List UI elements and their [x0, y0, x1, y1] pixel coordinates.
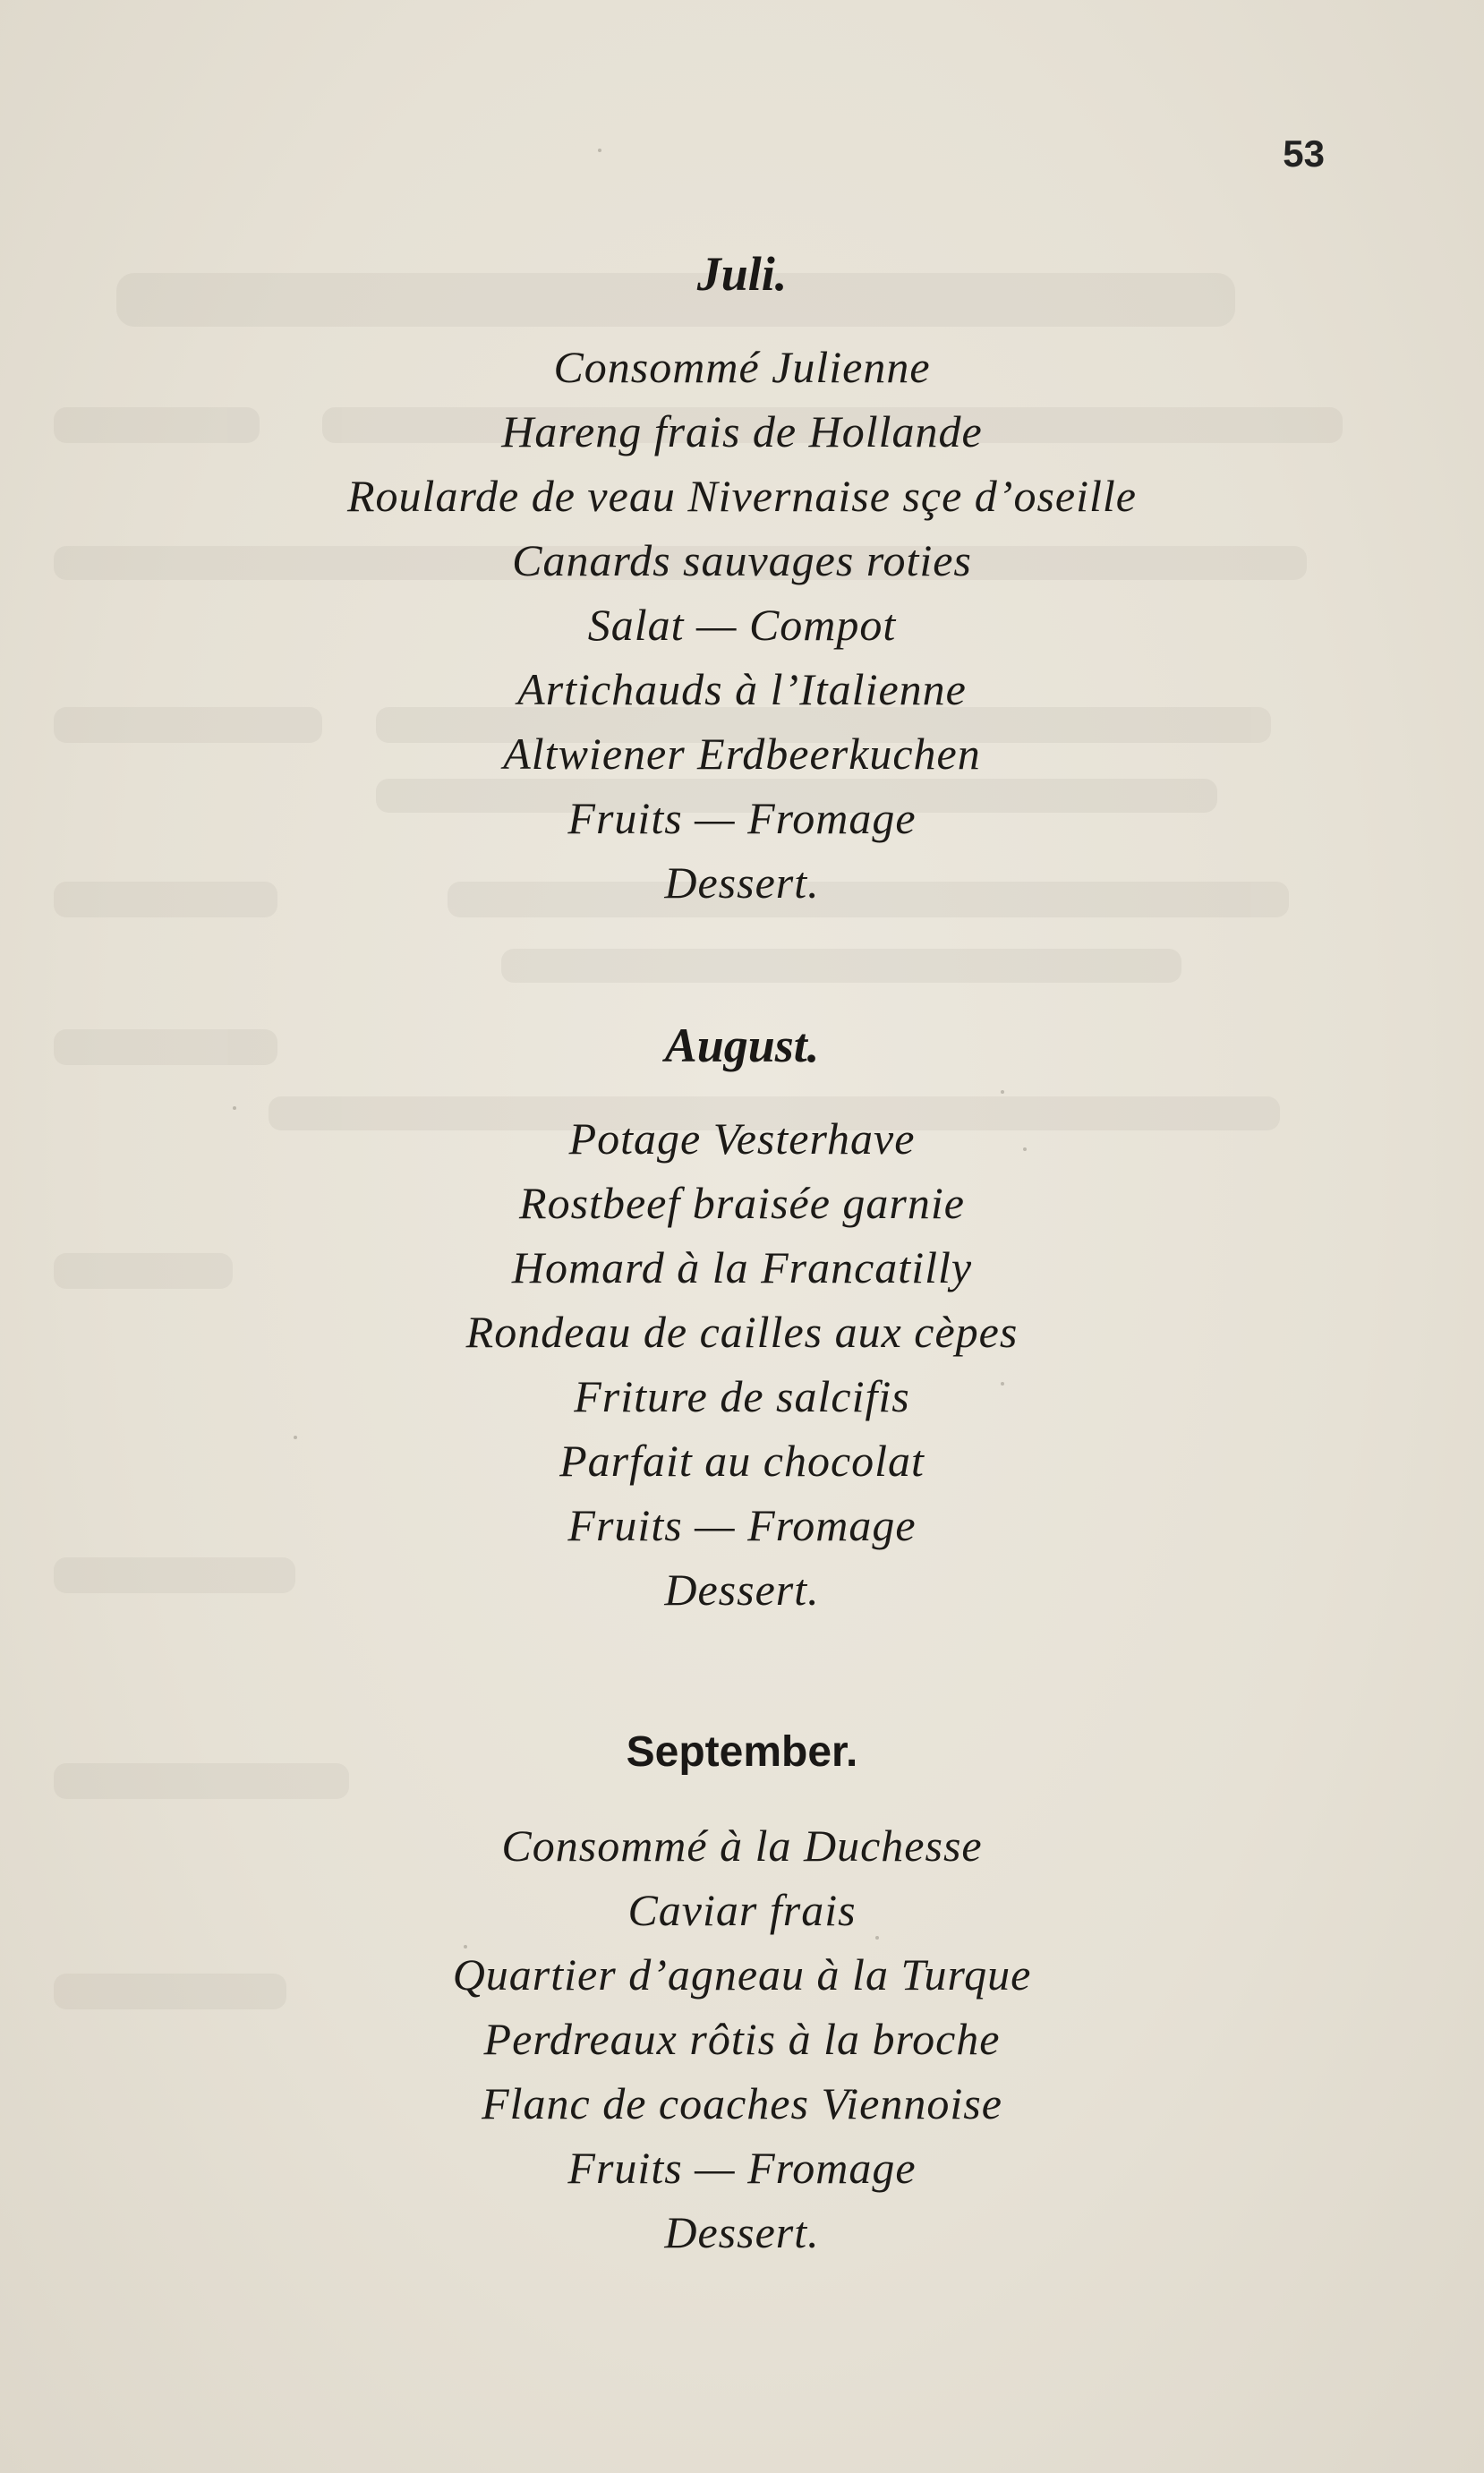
dish-line: Perdreaux rôtis à la broche [483, 2014, 1001, 2064]
dish-line: Fruits — Fromage [567, 793, 917, 843]
dish-line: Hareng frais de Hollande [501, 406, 983, 456]
menu-august [0, 1010, 1484, 1622]
dish-line: Artichauds à l’Italienne [517, 664, 967, 714]
menu-september [0, 1717, 1484, 2264]
dish-line: Fruits — Fromage [567, 1500, 917, 1550]
dish-line: Dessert. [664, 1565, 820, 1615]
dish-line: Dessert. [664, 857, 820, 908]
dish-line: Potage Vesterhave [568, 1113, 916, 1164]
menu-month-heading: Juli. [696, 247, 788, 301]
dish-line: Parfait au chocolat [559, 1436, 925, 1486]
dish-line: Consommé à la Duchesse [501, 1821, 983, 1871]
dish-line: Fruits — Fromage [567, 2143, 917, 2193]
dish-line: Rondeau de cailles aux cèpes [465, 1307, 1019, 1357]
dish-line: Consommé Julienne [553, 342, 931, 392]
dish-line: Caviar frais [627, 1885, 857, 1935]
dish-line: Canards sauvages roties [512, 535, 972, 585]
menu-month-heading: August. [664, 1019, 820, 1072]
menu-juli [0, 238, 1484, 915]
dish-line: Dessert. [664, 2207, 820, 2257]
dish-line: Quartier d’agneau à la Turque [452, 1949, 1032, 2000]
dish-line: Homard à la Francatilly [511, 1242, 973, 1292]
dish-line: Altwiener Erdbeerkuchen [503, 729, 981, 779]
dish-line: Friture de salcifis [574, 1371, 910, 1421]
dish-line: Roularde de veau Nivernaise sçe d’oseille [347, 471, 1137, 521]
dish-line: Flanc de coaches Viennoise [482, 2078, 1002, 2128]
dish-line: Rostbeef braisée garnie [519, 1178, 965, 1228]
page-number: 53 [1283, 132, 1325, 175]
menu-month-heading: September. [626, 1728, 858, 1776]
dish-line: Salat — Compot [587, 600, 897, 650]
